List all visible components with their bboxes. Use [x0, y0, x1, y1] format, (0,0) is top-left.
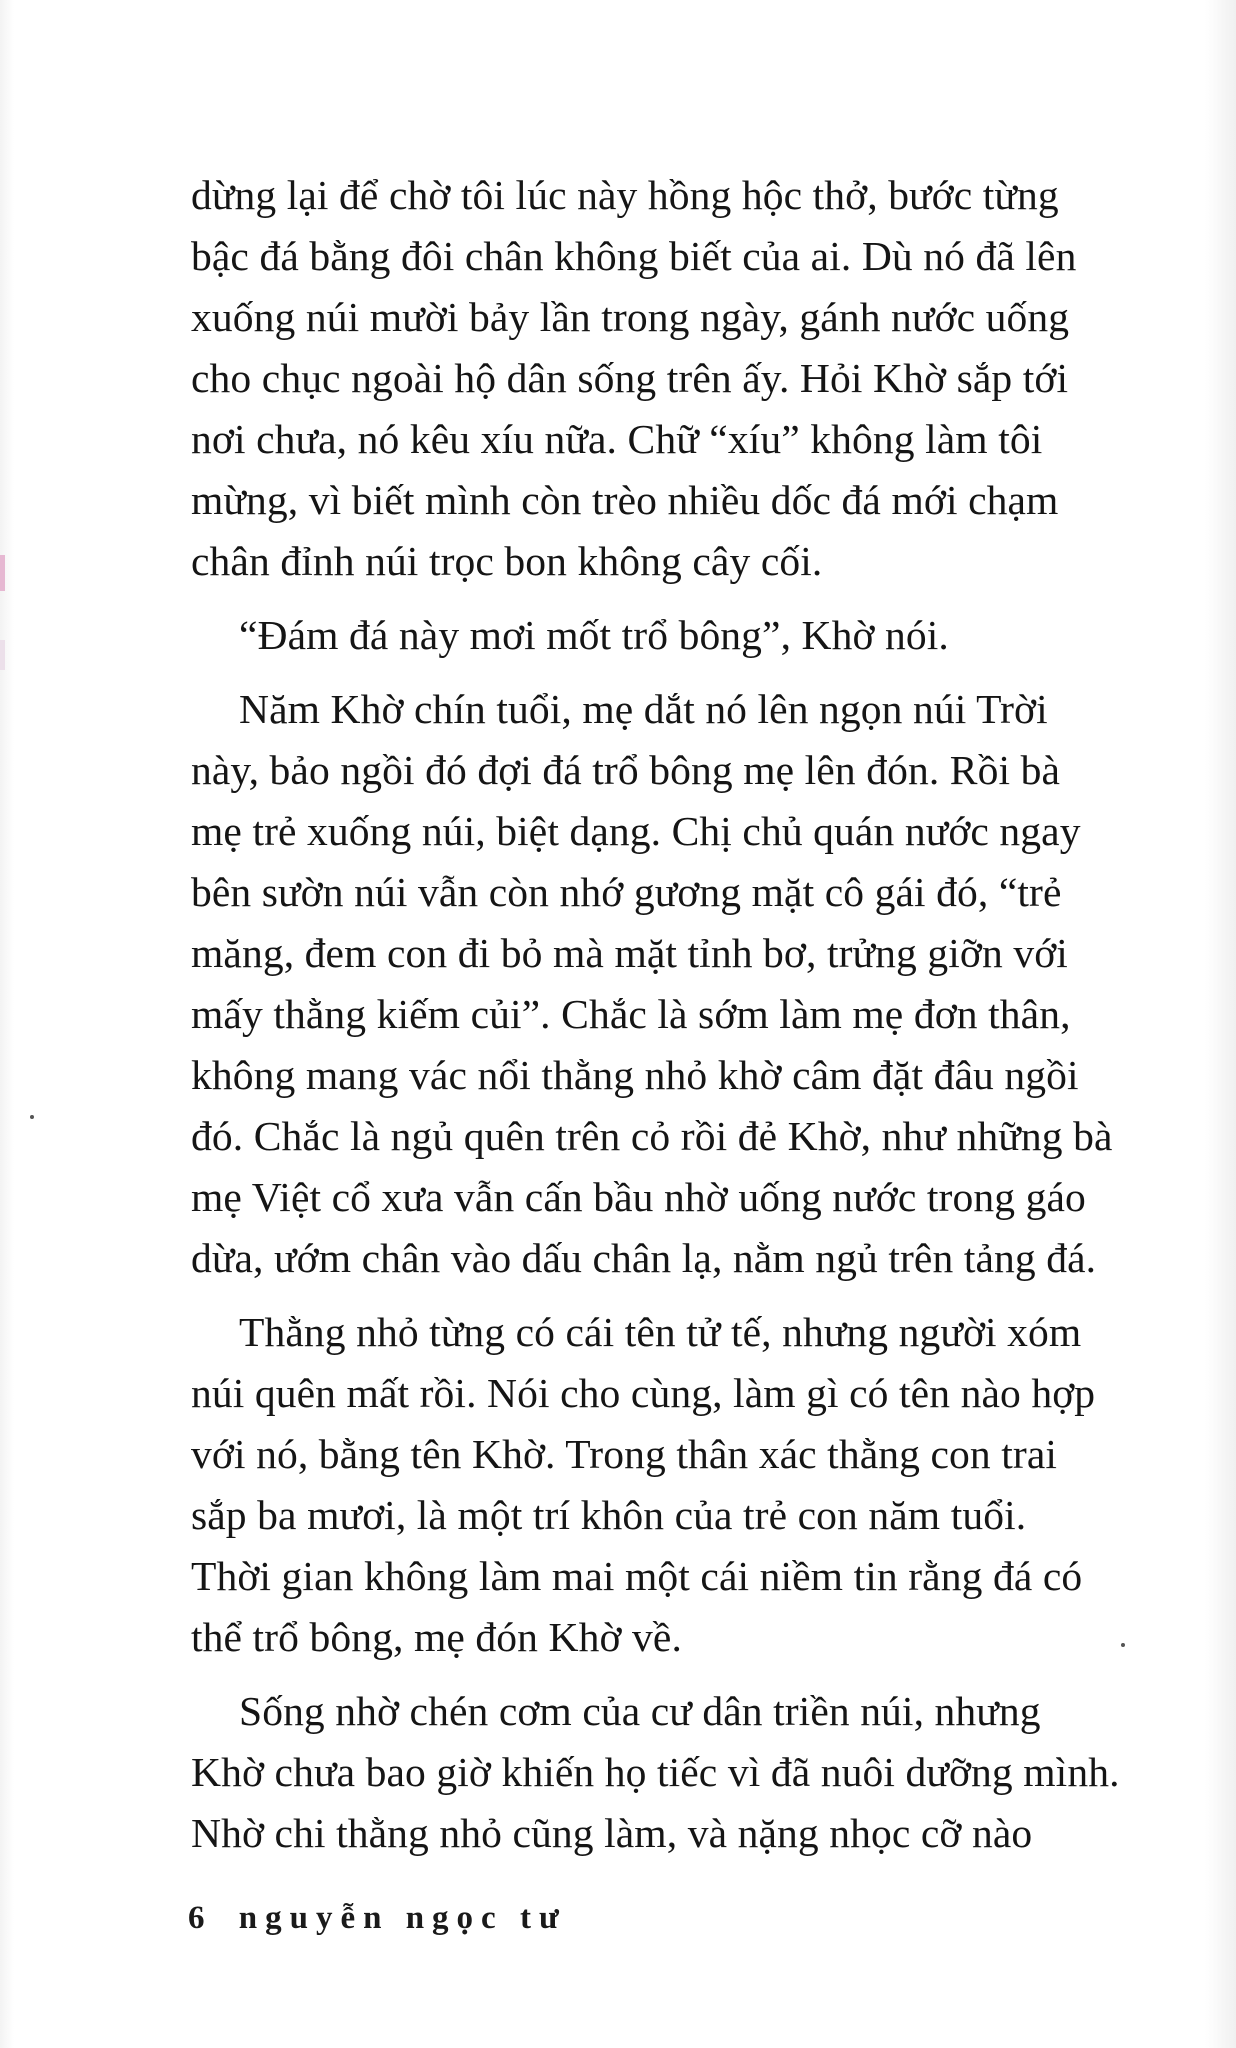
paper-speck: [30, 1115, 34, 1119]
text-line: bên sườn núi vẫn còn nhớ gương mặt cô gái đó, “trẻ: [191, 869, 1062, 915]
text-line: Thời gian không làm mai một cái niềm tin rằng đá có: [191, 1553, 1083, 1599]
text-line: Nhờ chi thằng nhỏ cũng làm, và nặng nhọc cỡ nào: [191, 1810, 1033, 1856]
running-author: nguyễn ngọc tư: [238, 1900, 567, 1936]
text-line: mừng, vì biết mình còn trèo nhiều dốc đá mới chạm: [191, 477, 1059, 523]
text-line: mấy thằng kiếm củi”. Chắc là sớm làm mẹ đơn thân,: [191, 991, 1071, 1037]
text-line: núi quên mất rồi. Nói cho cùng, làm gì có tên nào hợp: [191, 1370, 1096, 1416]
text-line: cho chục ngoài hộ dân sống trên ấy. Hỏi Khờ sắp tới: [191, 355, 1069, 401]
text-line: với nó, bằng tên Khờ. Trong thân xác thằng con trai: [191, 1431, 1057, 1477]
text-line: dừa, ướm chân vào dấu chân lạ, nằm ngủ trên tảng đá.: [191, 1235, 1097, 1281]
body-text: [191, 165, 1151, 1864]
text-line: chân đỉnh núi trọc bon không cây cối.: [191, 538, 823, 584]
text-line: sắp ba mươi, là một trí khôn của trẻ con năm tuổi.: [191, 1492, 1027, 1538]
page-footer: [188, 1898, 567, 1938]
text-line: Khờ chưa bao giờ khiến họ tiếc vì đã nuôi dưỡng mình.: [191, 1749, 1120, 1795]
text-line: mẹ Việt cổ xưa vẫn cấn bầu nhờ uống nước trong gáo: [191, 1174, 1086, 1220]
page-edge-mark: [0, 640, 5, 670]
text-line: mẹ trẻ xuống núi, biệt dạng. Chị chủ quán nước ngay: [191, 808, 1081, 854]
page-number: 6: [188, 1900, 205, 1936]
text-line: Thằng nhỏ từng có cái tên tử tế, nhưng người xóm: [239, 1309, 1082, 1355]
text-line: thể trổ bông, mẹ đón Khờ về.: [191, 1614, 682, 1660]
text-line: Sống nhờ chén cơm của cư dân triền núi, nhưng: [239, 1688, 1041, 1734]
text-line: xuống núi mười bảy lần trong ngày, gánh nước uống: [191, 294, 1070, 340]
text-line: đó. Chắc là ngủ quên trên cỏ rồi đẻ Khờ, như những bà: [191, 1113, 1113, 1159]
text-line: này, bảo ngồi đó đợi đá trổ bông mẹ lên đón. Rồi bà: [191, 747, 1061, 793]
text-line: măng, đem con đi bỏ mà mặt tỉnh bơ, trửng giỡn với: [191, 930, 1068, 976]
text-line: dừng lại để chờ tôi lúc này hồng hộc thở, bước từng: [191, 172, 1059, 218]
text-line: bậc đá bằng đôi chân không biết của ai. Dù nó đã lên: [191, 233, 1077, 279]
text-line: không mang vác nổi thằng nhỏ khờ câm đặt đâu ngồi: [191, 1052, 1079, 1098]
text-line: Năm Khờ chín tuổi, mẹ dắt nó lên ngọn núi Trời: [239, 686, 1048, 732]
text-line: nơi chưa, nó kêu xíu nữa. Chữ “xíu” không làm tôi: [191, 416, 1043, 462]
page-edge-mark: [0, 555, 5, 591]
text-line: “Đám đá này mơi mốt trổ bông”, Khờ nói.: [239, 612, 949, 658]
